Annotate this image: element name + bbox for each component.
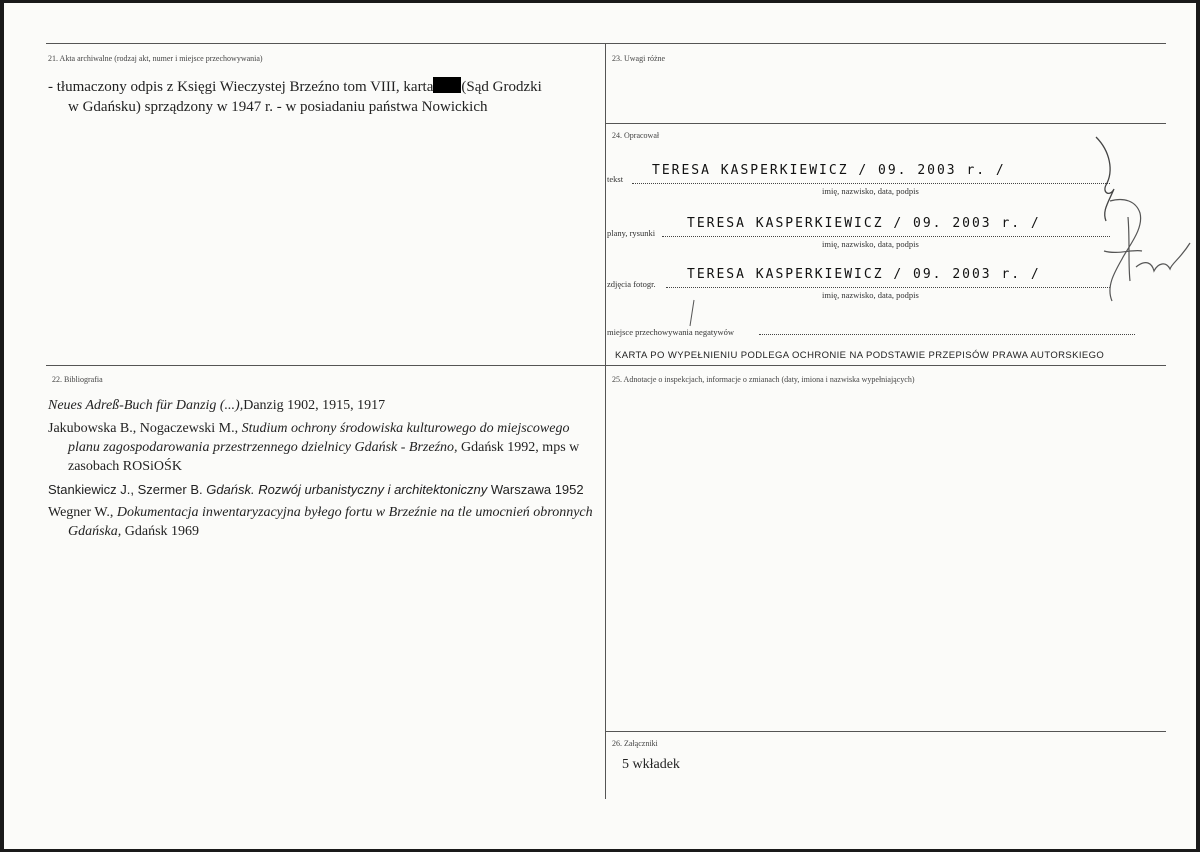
s24-drawings-value: TERESA KASPERKIEWICZ / 09. 2003 r. / — [687, 216, 1041, 231]
s21-line-1-start: - tłumaczony odpis z Księgi Wieczystej Brzeźno tom VIII, karta — [48, 79, 434, 95]
s24-text-caption: imię, nazwisko, data, podpis — [822, 186, 919, 196]
bib-entry-3-authors: Stankiewicz J., Szermer B. — [48, 482, 207, 497]
center-divider — [605, 43, 606, 799]
bibliography-list — [48, 396, 602, 545]
bib-entry-2-rest: Gdańsk 1992, mps w zasobach ROSiOŚK — [68, 440, 580, 474]
s22-label: 22. Bibliografia — [52, 375, 103, 384]
s21-content — [48, 77, 608, 117]
bib-entry-1-title: Neues Adreß-Buch für Danzig (...), — [48, 398, 244, 413]
signature-marks — [1084, 131, 1194, 311]
bib-entry-4-authors: Wegner W., — [48, 505, 117, 520]
bib-entry-2-title: Studium ochrony środowiska kulturowego do miejscowego planu zagospodarowania przestrzennego dzielnicy Gdańsk - Brzeźno, — [68, 421, 570, 455]
s24-drawings-caption: imię, nazwisko, data, podpis — [822, 239, 919, 249]
s24-drawings-prefix: plany, rysunki — [607, 228, 656, 238]
bib-entry-4 — [48, 503, 602, 541]
bib-entry-2-authors: Jakubowska B., Nogaczewski M., — [48, 421, 242, 436]
s25-label: 25. Adnotacje o inspekcjach, informacje o zmianach (daty, imiona i nazwiska wypełniających) — [612, 375, 915, 384]
s24-photos-value: TERESA KASPERKIEWICZ / 09. 2003 r. / — [687, 267, 1041, 282]
s24-photos-caption: imię, nazwisko, data, podpis — [822, 290, 919, 300]
s24-negatives-label: miejsce przechowywania negatywów — [607, 327, 734, 337]
bib-entry-4-rest: Gdańsk 1969 — [121, 524, 200, 539]
s24-drawings-dots — [662, 236, 1110, 237]
pen-mark — [686, 298, 698, 328]
bib-entry-1-rest: Danzig 1902, 1915, 1917 — [243, 398, 386, 413]
bib-entry-1 — [48, 396, 602, 415]
bib-entry-4-title: Dokumentacja inwentaryzacyjna byłego fortu w Brzeźnie na tle umocnień obronnych Gdańska, — [68, 505, 593, 539]
middle-rule — [46, 365, 1166, 366]
s24-photos-prefix: zdjęcia fotogr. — [607, 279, 656, 289]
top-rule — [46, 43, 1166, 44]
s24-text-prefix: tekst — [607, 174, 624, 184]
redaction-box — [433, 77, 461, 93]
bib-entry-3 — [48, 480, 602, 499]
copyright-note: KARTA PO WYPEŁNIENIU PODLEGA OCHRONIE NA PODSTAWIE PRZEPISÓW PRAWA AUTORSKIEGO — [615, 350, 1105, 361]
s23-label: 23. Uwagi różne — [612, 54, 666, 63]
s24-photos-dots — [666, 287, 1110, 288]
bib-entry-2 — [48, 419, 602, 476]
s21-line-2: w Gdańsku) sprządzony w 1947 r. - w posiadaniu państwa Nowickich — [68, 99, 488, 115]
s26-value: 5 wkładek — [622, 757, 680, 772]
s24-negatives-dots — [759, 334, 1135, 335]
s21-label: 21. Akta archiwalne (rodzaj akt, numer i miejsce przechowywania) — [48, 54, 263, 63]
s26-top-rule — [606, 731, 1166, 732]
s24-text-value: TERESA KASPERKIEWICZ / 09. 2003 r. / — [652, 163, 1006, 178]
s24-label: 24. Opracował — [612, 131, 660, 140]
bib-entry-3-rest: Warszawa 1952 — [487, 482, 584, 497]
s21-line-1-end: (Sąd Grodzki — [461, 79, 542, 95]
bib-entry-3-title: Gdańsk. Rozwój urbanistyczny i architektoniczny — [206, 482, 488, 497]
s24-top-rule — [606, 123, 1166, 124]
s24-text-dots — [632, 183, 1110, 184]
s26-label: 26. Załączniki — [612, 739, 658, 748]
s21-line-1 — [48, 77, 608, 97]
record-card-sheet — [4, 3, 1196, 849]
